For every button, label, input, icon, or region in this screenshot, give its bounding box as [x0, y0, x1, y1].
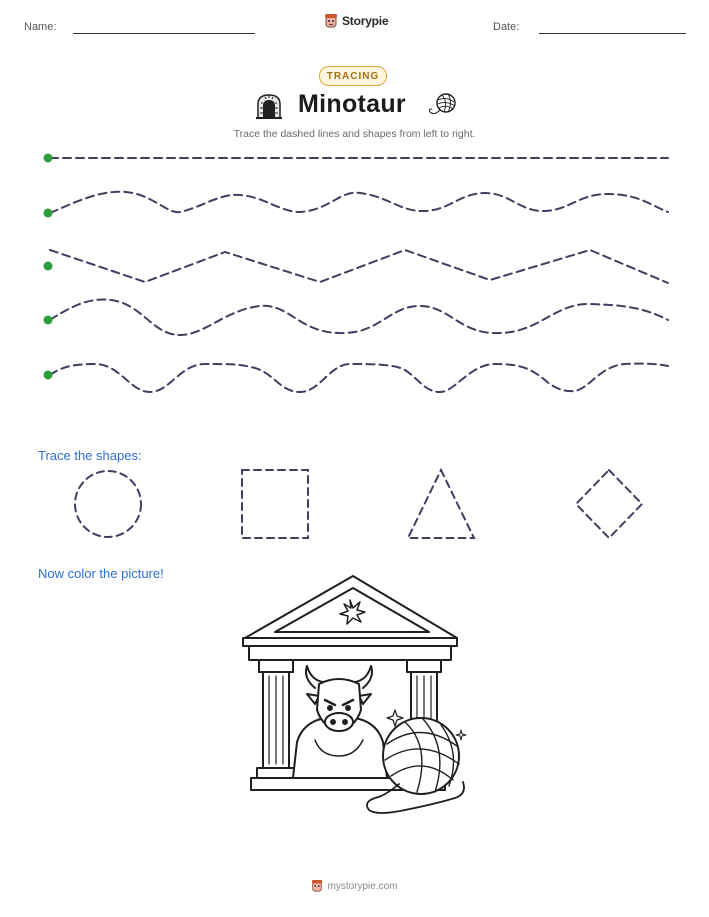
storypie-footer-icon — [311, 879, 323, 893]
brand-name: Storypie — [342, 14, 389, 28]
date-line[interactable] — [539, 33, 686, 34]
instructions-text: Trace the dashed lines and shapes from left to right. — [233, 128, 476, 140]
start-dot-5 — [44, 371, 53, 380]
trace-shape-triangle[interactable] — [408, 470, 474, 538]
yarn-ball-icon — [428, 92, 458, 118]
color-heading: Now color the picture! — [38, 566, 164, 581]
footer — [0, 879, 709, 893]
page-title: Minotaur — [298, 90, 406, 118]
trace-shape-circle[interactable] — [75, 471, 141, 537]
start-dot-1 — [44, 154, 53, 163]
storypie-mascot-icon — [324, 13, 338, 29]
trace-line-wave-2[interactable] — [50, 299, 668, 335]
trace-line-wave[interactable] — [50, 192, 668, 213]
start-dot-2 — [44, 209, 53, 218]
trace-line-zigzag[interactable] — [50, 250, 668, 283]
start-dot-4 — [44, 316, 53, 325]
shapes-heading: Trace the shapes: — [38, 448, 142, 463]
tracing-shapes — [0, 460, 709, 550]
minotaur-temple-picture[interactable] — [235, 570, 475, 820]
date-label: Date: — [493, 21, 520, 33]
brand-logo — [324, 13, 388, 29]
trace-shape-diamond[interactable] — [576, 470, 642, 538]
labyrinth-gate-icon — [255, 93, 283, 119]
footer-url[interactable]: mystorypie.com — [327, 880, 398, 892]
name-label: Name: — [24, 21, 57, 33]
name-line[interactable] — [73, 33, 255, 34]
trace-line-bumps[interactable] — [50, 364, 668, 392]
trace-shape-square[interactable] — [242, 470, 308, 538]
tracing-lines — [0, 140, 709, 400]
tracing-badge: TRACING — [319, 66, 387, 86]
start-dot-3 — [44, 262, 53, 271]
